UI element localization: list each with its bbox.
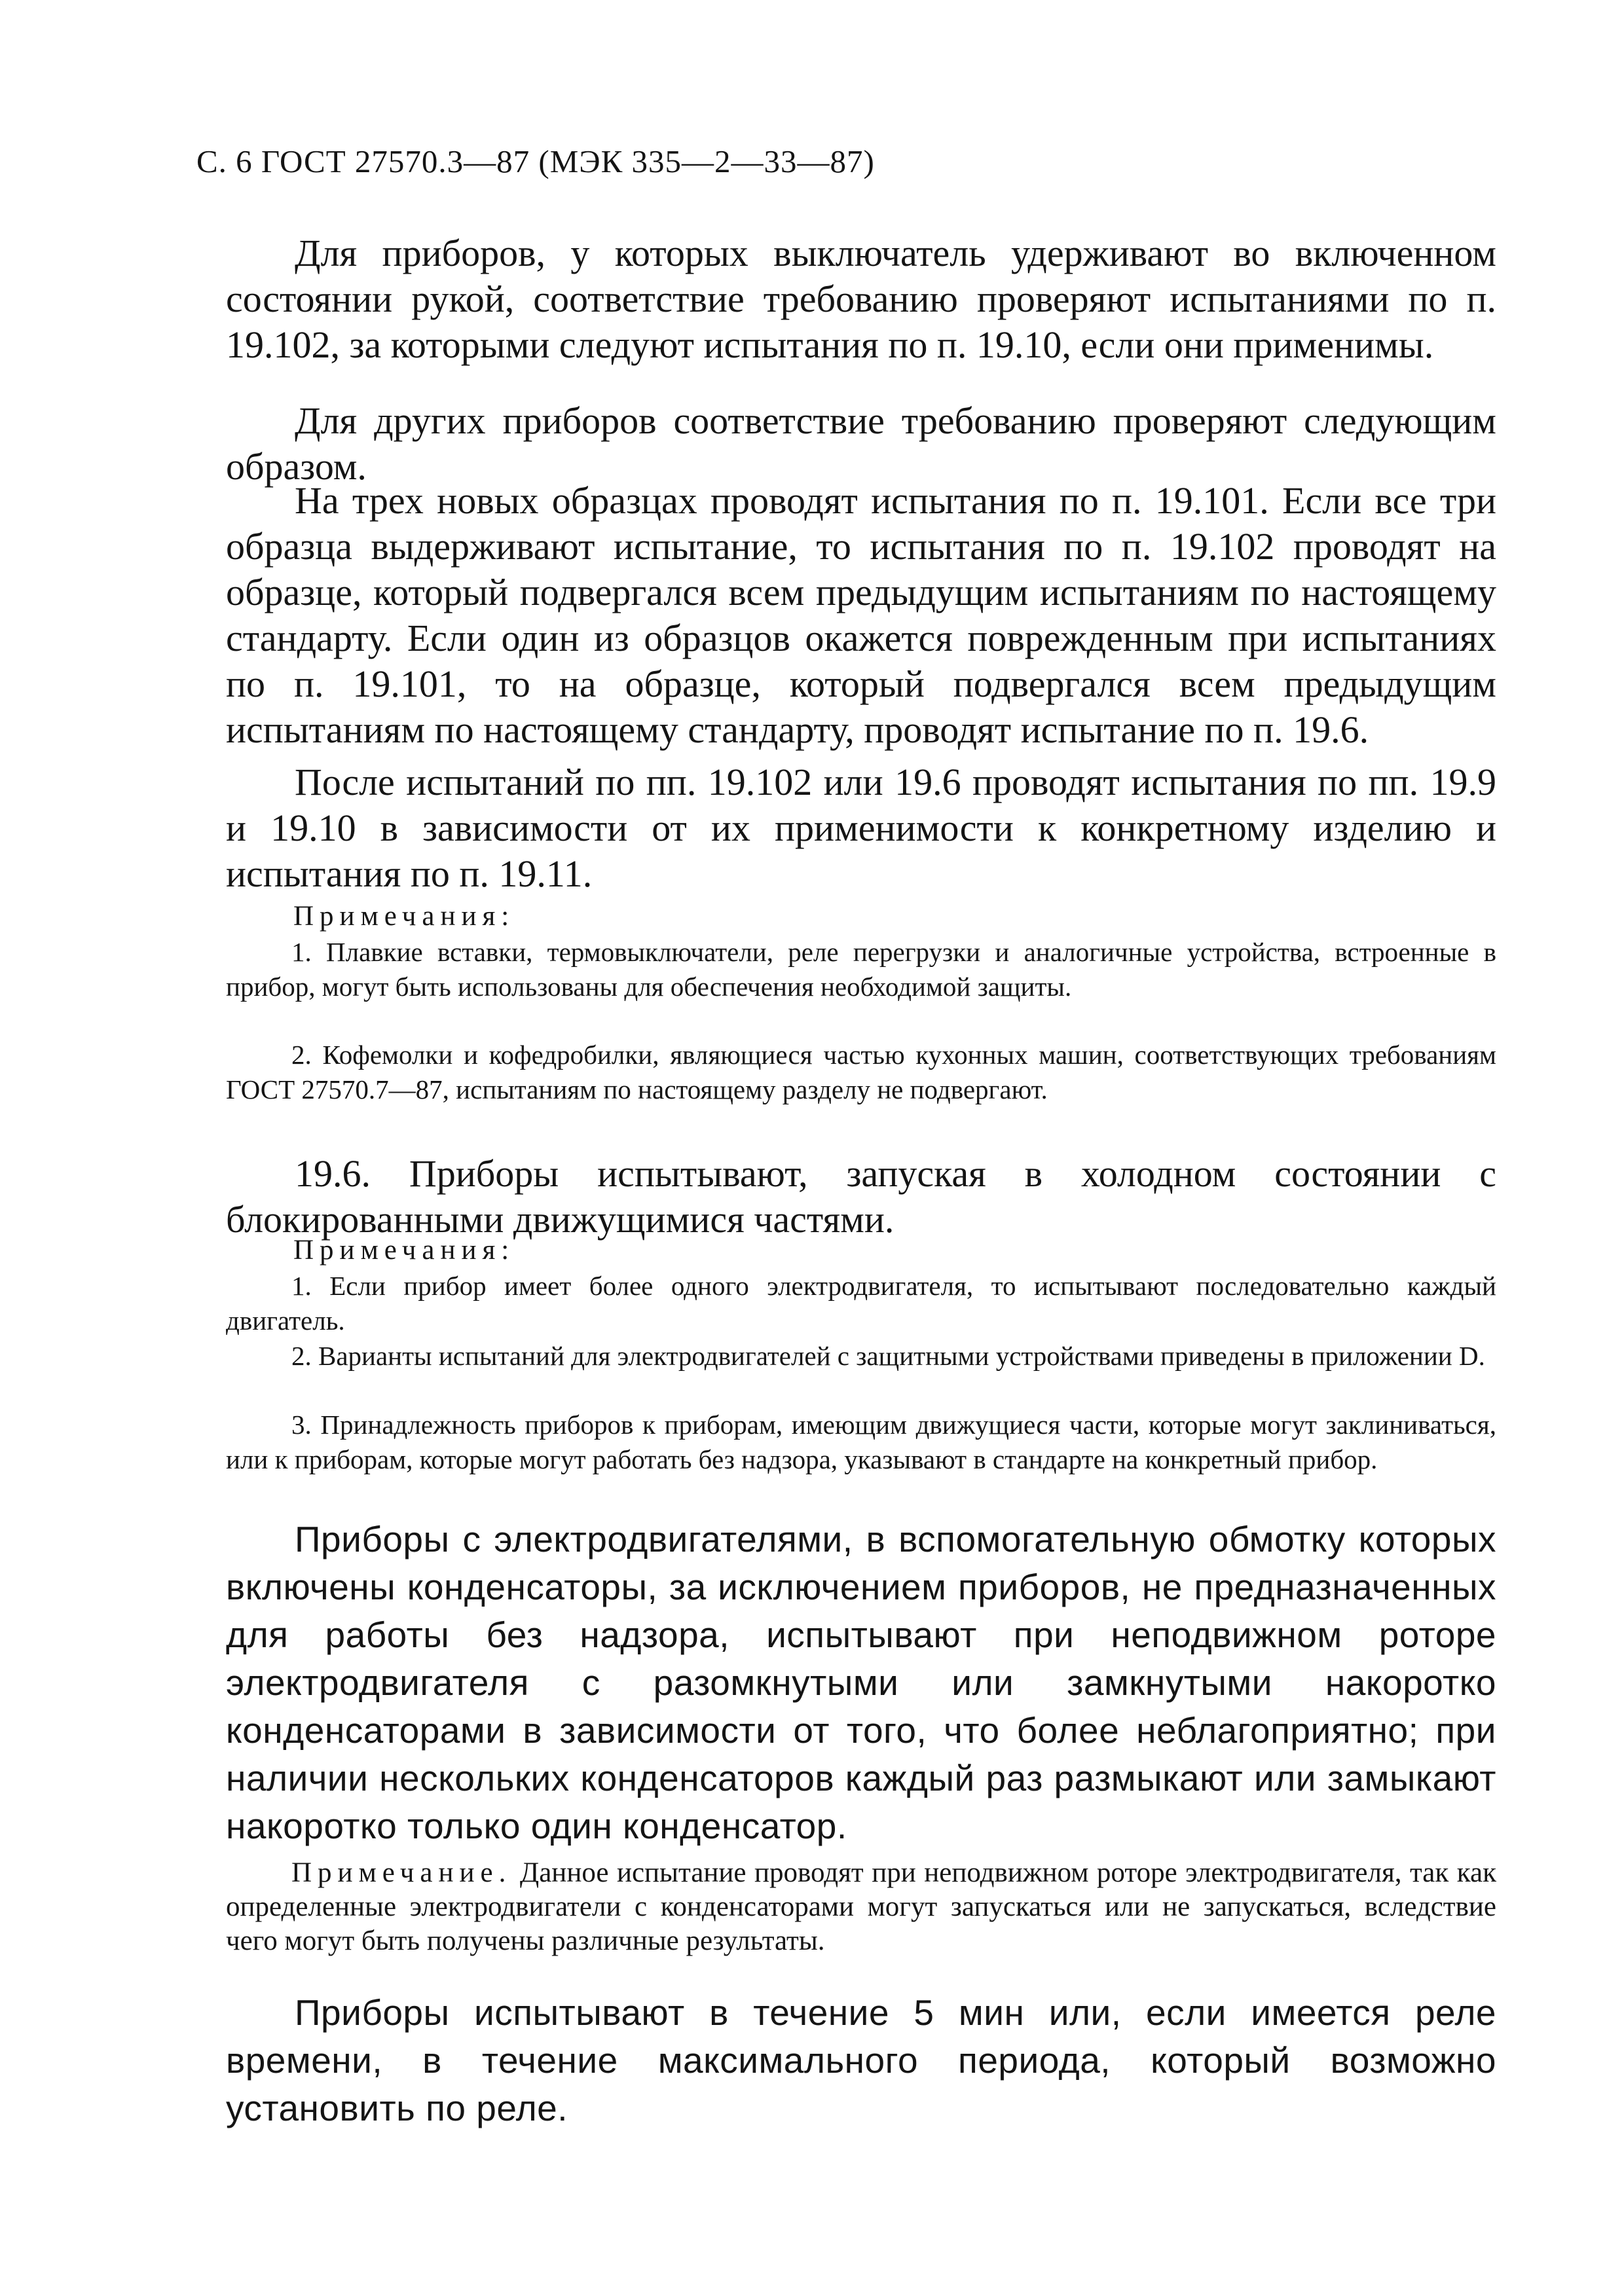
note-item: 2. Варианты испытаний для электродвигателей с защитными устройствами приведены в приложении D. [291,1341,1485,1371]
paragraph-capacitor-motors: Приборы с электродвигателями, в вспомогательную обмотку которых включены конденсаторы, за исключением приборов, не предназначенных для работы без надзора, испытывают при неподвижном роторе электродвигателя с разомкнутыми или замкнутыми накоротко конденсаторами в зависимости от того, что более неблагоприятно; при наличии нескольких конденсаторов каждый раз размыкают или замыкают накоротко только один конденсатор. [226,1519,1496,1846]
page-header: С. 6 ГОСТ 27570.3—87 (МЭК 335—2—33—87) [196,143,875,179]
clause-19-6: 19.6. Приборы испытывают, запуская в холодном состоянии с блокированными движущимися частями. [226,1152,1496,1241]
note-single-label: Примечание. [291,1857,512,1888]
note-single [226,1856,1496,1958]
paragraph-hand-held-switch: Для приборов, у которых выключатель удерживают во включенном состоянии рукой, соответствие требованию проверяют испытаниями по п. 19.102, за которыми следуют испытания по п. 19.10, если они применимы. [226,232,1496,366]
paragraph-test-duration: Приборы испытывают в течение 5 мин или, если имеется реле времени, в течение максимального периода, который возможно установить по реле. [226,1992,1496,2128]
note-single-text: Данное испытание проводят при неподвижном роторе электродвигателя, так как определенные электродвигатели с конденсаторами могут запускаться или не запускаться, вследствие чего могут быть получены различные результаты. [226,1857,1496,1956]
note-item: 1. Плавкие вставки, термовыключатели, реле перегрузки и аналогичные устройства, встроенные в прибор, могут быть использованы для обеспечения необходимой защиты. [226,937,1496,1002]
note-item: 2. Кофемолки и кофедробилки, являющиеся частью кухонных машин, соответствующих требованиям ГОСТ 27570.7—87, испытаниям по настоящему разделу не подвергают. [226,1040,1496,1104]
notes-heading-2: Примечания: [293,1235,515,1266]
paragraph-other-appliances: Для других приборов соответствие требованию проверяют следующим образом. [226,399,1496,488]
paragraph-three-samples: На трех новых образцах проводят испытания по п. 19.101. Если все три образца выдерживают испытание, то испытания по п. 19.102 проводят на образце, который подвергался всем предыдущим испытаниям по настоящему стандарту. Если один из образцов окажется поврежденным при испытаниях по п. 19.101, то на образце, который подвергался всем предыдущим испытаниям по настоящему стандарту, проводят испытание по п. 19.6. [226,479,1496,751]
paragraph-after-tests: После испытаний по пп. 19.102 или 19.6 проводят испытания по пп. 19.9 и 19.10 в зависимости от их применимости к конкретному изделию и испытания по п. 19.11. [226,761,1496,895]
note-item: 3. Принадлежность приборов к приборам, имеющим движущиеся части, которые могут заклиниваться, или к приборам, которые могут работать без надзора, указывают в стандарте на конкретный прибор. [226,1410,1496,1474]
notes-heading-1: Примечания: [293,901,515,932]
note-item: 1. Если прибор имеет более одного электродвигателя, то испытывают последовательно каждый двигатель. [226,1271,1496,1336]
